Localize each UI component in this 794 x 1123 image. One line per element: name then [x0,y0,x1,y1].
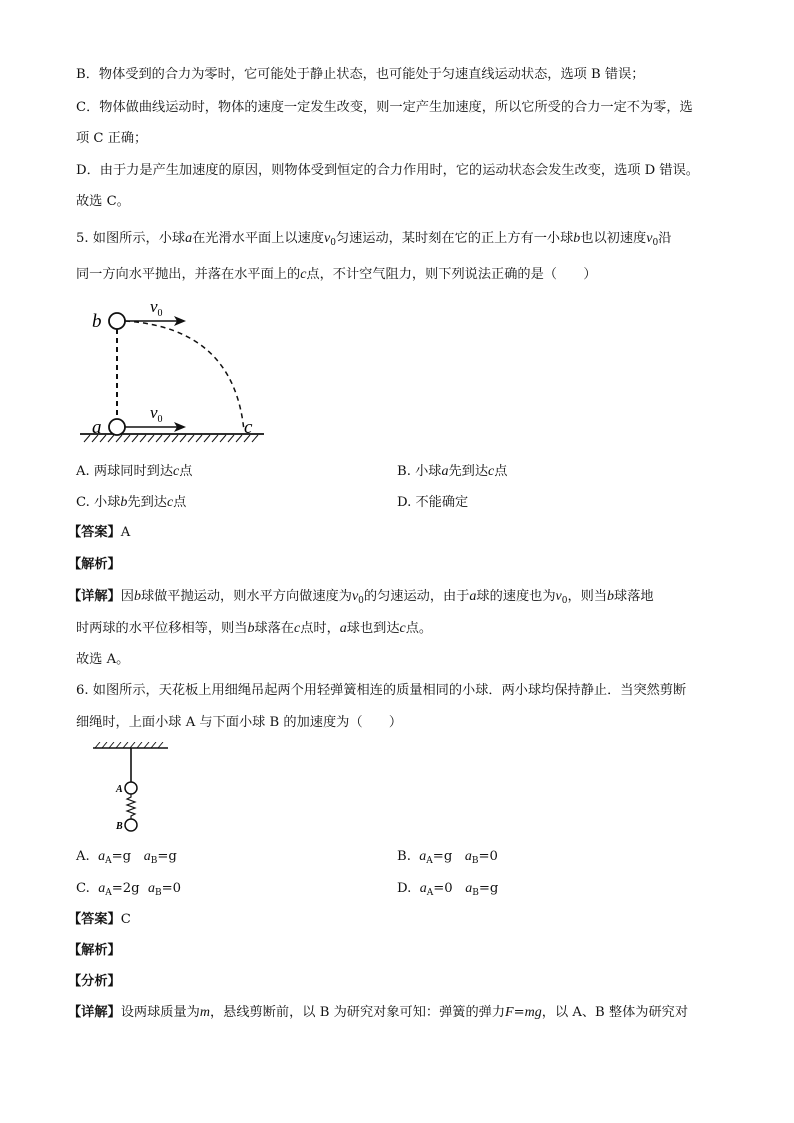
q6-answer: 【答案】C [68,912,131,927]
label-c: c [244,417,253,438]
spring [127,794,135,819]
option-b-explanation: B．物体受到的合力为零时，它可能处于静止状态，也可能处于匀速直线运动状态，选项 B 错误； [76,67,645,82]
q5-analysis-tag: 【解析】 [68,557,121,572]
label-v0-bottom: $v_0$ [150,403,163,425]
q5-option-c: C. 小球b先到达c点 [76,495,187,510]
label-a: a [92,417,102,438]
q6-option-a: A. $a_A=g$ $a_B=g$ [76,849,177,866]
q5-detail-line1: 【详解】因b球做平抛运动，则水平方向做速度为$v_0$的匀速运动，由于a球的速度也为$v_0$，则当b球落地 [68,589,654,606]
q6-spring-figure [90,742,170,836]
q6-option-c: C. $a_A=2g$ $a_B=0$ [76,881,182,898]
ball-a [109,419,125,435]
label-b: b [92,311,102,332]
trajectory-curve [125,321,244,431]
option-d-explanation: D．由于力是产生加速度的原因，则物体受到恒定的合力作用时，它的运动状态会发生改变，选项 D 错误。 [76,163,699,178]
q6-fenxi-tag: 【分析】 [68,974,121,989]
ball-b [109,313,125,329]
q6-detail-line1: 【详解】设两球质量为m，悬线剪断前，以 B 为研究对象可知：弹簧的弹力F=mg，以 A、B 整体为研究对 [68,1005,689,1020]
q5-answer: 【答案】A [68,525,131,540]
q5-option-a: A. 两球同时到达c点 [76,464,193,479]
q5-stem-line2: 同一方向水平抛出，并落在水平面上的c点，不计空气阻力，则下列说法正确的是（ ） [76,267,597,282]
label-A: A [116,784,123,795]
ball-A [125,782,137,794]
q5-option-b: B. 小球a先到达c点 [397,464,508,479]
q6-option-d: D. $a_A=0$ $a_B=g$ [397,881,499,898]
option-c-explanation-line2: 项 C 正确； [76,131,148,146]
q6-analysis-tag: 【解析】 [68,943,121,958]
prev-conclusion: 故选 C。 [76,194,130,209]
label-B: B [116,821,123,832]
q5-detail-line2: 时两球的水平位移相等，则当b球落在c点时，a球也到达c点。 [76,621,433,636]
ceiling-hatching [95,742,163,748]
q6-stem-line2: 细绳时，上面小球 A 与下面小球 B 的加速度为（ ） [76,715,403,730]
option-c-explanation-line1: C．物体做曲线运动时，物体的速度一定发生改变，则一定产生加速度，所以它所受的合力一定不为零，选 [76,100,693,115]
q5-option-d: D. 不能确定 [397,495,469,510]
q6-stem-line1: 6. 如图所示，天花板上用细绳吊起两个用轻弹簧相连的质量相同的小球．两小球均保持静止．当突然剪断 [76,683,687,698]
q5-stem-line1: 5. 如图所示，小球a在光滑水平面上以速度$v_0$匀速运动，某时刻在它的正上方有一小球b也以初速度$v_0$沿 [76,231,672,248]
q6-option-b: B. $a_A=g$ $a_B=0$ [397,849,498,866]
q5-conclusion: 故选 A。 [76,652,130,667]
ground-hatching [84,435,258,442]
q5-projectile-figure [76,292,276,447]
ball-B [125,819,137,831]
label-v0-top: $v_0$ [150,297,163,319]
